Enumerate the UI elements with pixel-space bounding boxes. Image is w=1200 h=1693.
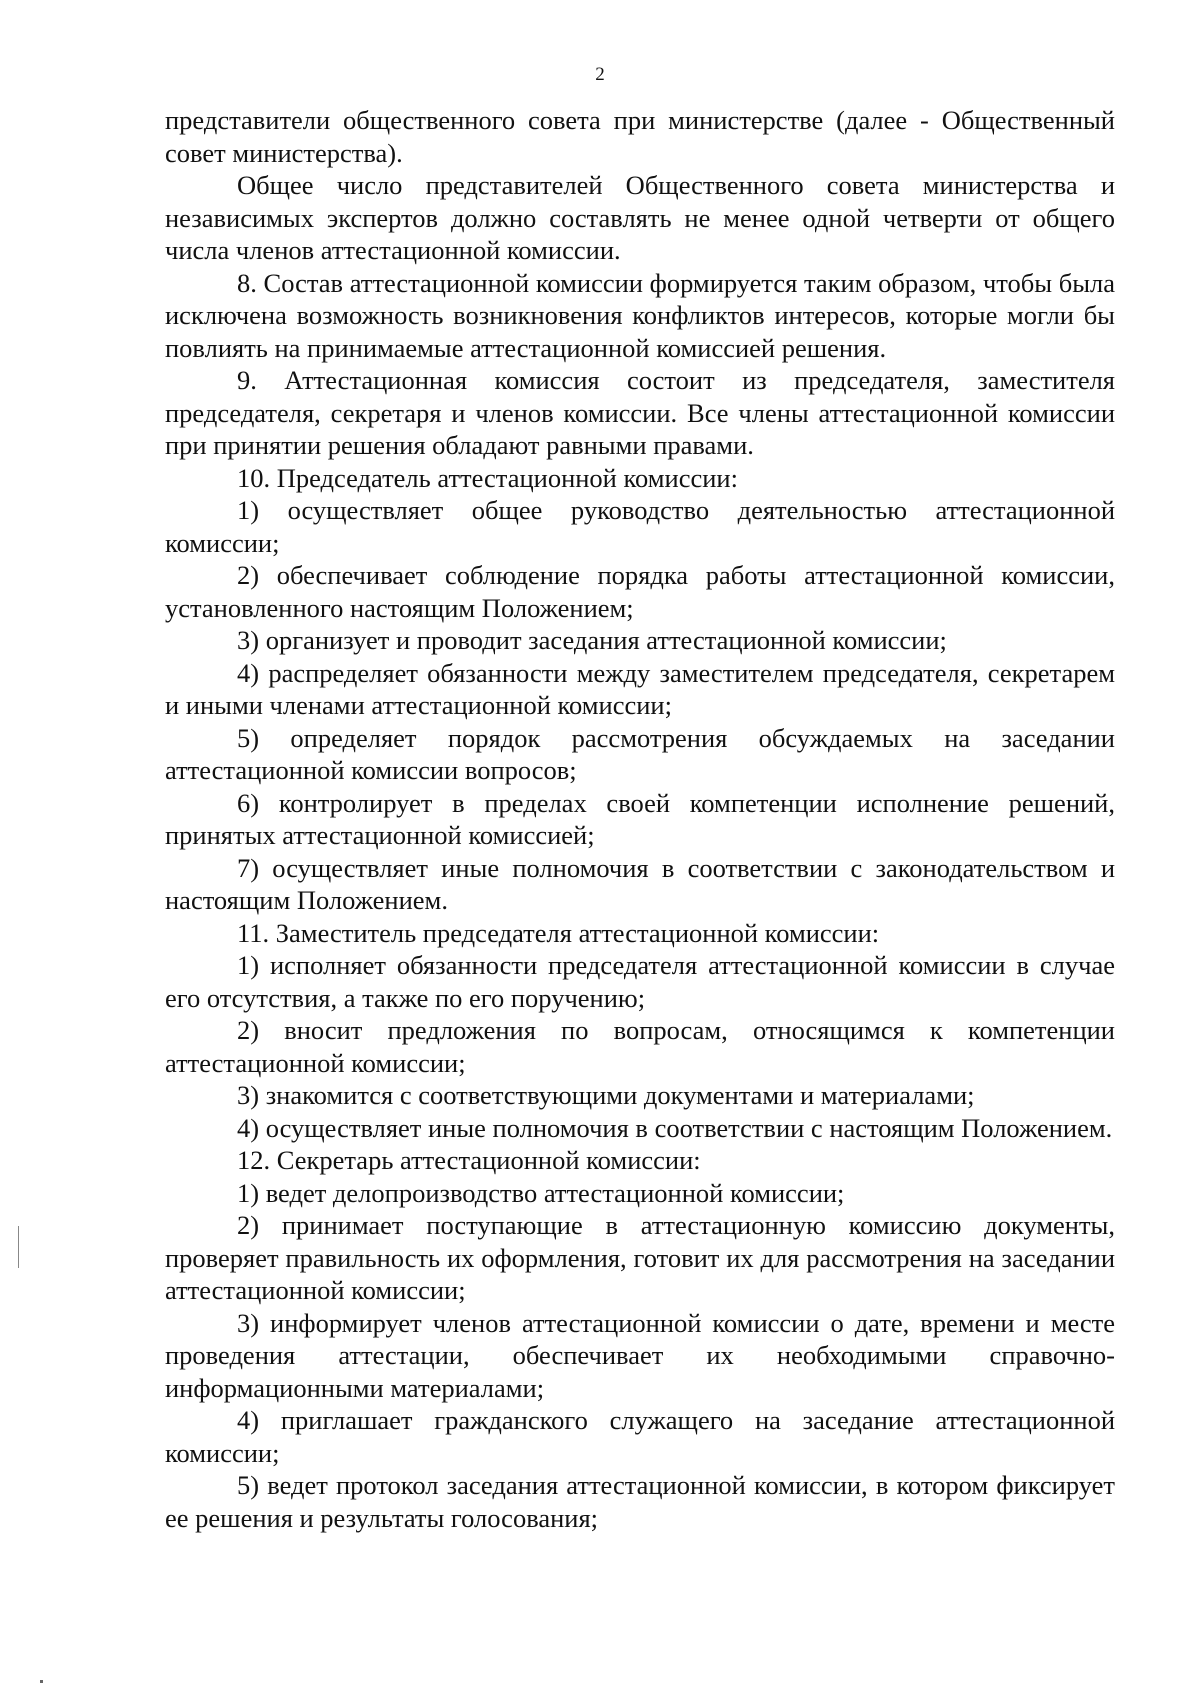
paragraph-20: 3) информирует членов аттестационной комиссии о дате, времени и месте проведения аттестации, обеспечивает их необходимыми справочно-информационными материалами; <box>165 1307 1115 1403</box>
scan-artifact-dot <box>40 1680 43 1683</box>
paragraph-21: 4) приглашает гражданского служащего на заседание аттестационной комиссии; <box>165 1405 1115 1468</box>
paragraph-8: 4) распределяет обязанности между заместителем председателя, секретарем и иными членами аттестационной комиссии; <box>165 657 1115 720</box>
paragraph-14: 2) вносит предложения по вопросам, относящимся к компетенции аттестационной комиссии; <box>165 1015 1115 1078</box>
paragraph-1: Общее число представителей Общественного совета министерства и независимых экспертов должно составлять не менее одной четверти от общего числа членов аттестационной комиссии. <box>165 170 1115 265</box>
paragraph-10: 6) контролирует в пределах своей компетенции исполнение решений, принятых аттестационной комиссией; <box>165 787 1115 850</box>
paragraph-15: 3) знакомится с соответствующими документами и материалами; <box>237 1080 975 1110</box>
paragraph-13: 1) исполняет обязанности председателя аттестационной комиссии в случае его отсутствия, а также по его поручению; <box>165 950 1115 1013</box>
paragraph-3: 9. Аттестационная комиссия состоит из председателя, заместителя председателя, секретаря и членов комиссии. Все члены аттестационной комиссии при принятии решения обладают равными правами. <box>165 365 1115 460</box>
paragraph-12: 11. Заместитель председателя аттестационной комиссии: <box>237 917 880 948</box>
paragraph-17: 12. Секретарь аттестационной комиссии: <box>237 1145 701 1175</box>
paragraph-5: 1) осуществляет общее руководство деятельностью аттестационной комиссии; <box>165 495 1115 558</box>
paragraph-18: 1) ведет делопроизводство аттестационной комиссии; <box>237 1177 845 1208</box>
paragraph-6: 2) обеспечивает соблюдение порядка работы аттестационной комиссии, установленного настоящим Положением; <box>165 560 1115 623</box>
paragraph-9: 5) определяет порядок рассмотрения обсуждаемых на заседании аттестационной комиссии вопросов; <box>165 722 1115 785</box>
paragraph-22: 5) ведет протокол заседания аттестационной комиссии, в котором фиксирует ее решения и результаты голосования; <box>165 1470 1115 1533</box>
paragraph-4: 10. Председатель аттестационной комиссии: <box>237 462 738 493</box>
paragraph-11: 7) осуществляет иные полномочия в соответствии с законодательством и настоящим Положением. <box>165 852 1115 915</box>
paragraph-19: 2) принимает поступающие в аттестационную комиссию документы, проверяет правильность их оформления, готовит их для рассмотрения на заседании аттестационной комиссии; <box>165 1210 1115 1305</box>
paragraph-2: 8. Состав аттестационной комиссии формируется таким образом, чтобы была исключена возможность возникновения конфликтов интересов, которые могли бы повлиять на принимаемые аттестационной комиссией решения. <box>165 267 1115 363</box>
document-body <box>165 104 1115 1534</box>
scan-artifact-line <box>18 1226 19 1268</box>
paragraph-7: 3) организует и проводит заседания аттестационной комиссии; <box>237 625 947 655</box>
paragraph-16: 4) осуществляет иные полномочия в соответствии с настоящим Положением. <box>237 1112 1113 1143</box>
paragraph-0: представители общественного совета при министерстве (далее - Общественный совет министерства). <box>165 105 1115 168</box>
page-number: 2 <box>595 64 605 85</box>
